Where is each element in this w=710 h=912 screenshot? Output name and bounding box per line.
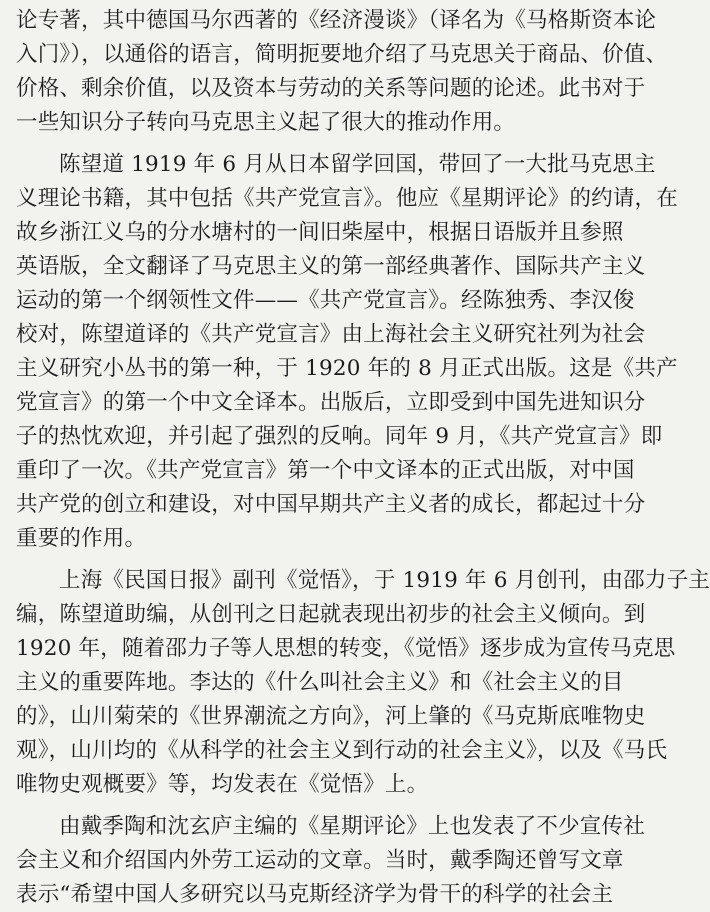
text-line: 论专著，其中德国马尔西著的《经济漫谈》（译名为《马格斯资本论: [16, 8, 657, 33]
text-line: 共产党的创立和建设，对中国早期共产主义者的成长，都起过十分: [16, 492, 646, 517]
text-line: 陈望道 1919 年 6 月从日本留学回国，带回了一大批马克思主: [59, 152, 656, 177]
text-line: 重要的作用。: [16, 526, 147, 551]
text-line: 的》，山川菊荣的《世界潮流之方向》，河上肇的《马克斯底唯物史: [16, 704, 646, 729]
text-line: 运动的第一个纲领性文件——《共产党宣言》。经陈独秀、李汉俊: [16, 288, 635, 313]
text-line: 英语版，全文翻译了马克思主义的第一部经典著作、国际共产主义: [16, 254, 646, 279]
text-line: 主义研究小丛书的第一种，于 1920 年的 8 月正式出版。这是《共产: [16, 356, 678, 381]
text-line: 唯物史观概要》等，均发表在《觉悟》上。: [16, 772, 429, 797]
text-line: 一些知识分子转向马克思主义起了很大的推动作用。: [16, 110, 516, 135]
text-line: 1920 年，随着邵力子等人思想的转变，《觉悟》逐步成为宣传马克思: [16, 636, 676, 661]
text-line: 入门》），以通俗的语言，简明扼要地介绍了马克思关于商品、价值、: [16, 42, 668, 67]
text-line: 党宣言》的第一个中文全译本。出版后，立即受到中国先进知识分: [16, 390, 646, 415]
paragraph-4: [16, 810, 645, 912]
text-line: 由戴季陶和沈玄庐主编的《星期评论》上也发表了不少宣传社: [59, 814, 645, 839]
text-line: 故乡浙江义乌的分水塘村的一间旧柴屋中，根据日语版并且参照: [16, 220, 624, 245]
text-line: 主义的重要阵地。李达的《什么叫社会主义》和《社会主义的目: [16, 670, 624, 695]
text-line: 校对，陈望道译的《共产党宣言》由上海社会主义研究社列为社会: [16, 322, 646, 347]
text-line: 编，陈望道助编，从创刊之日起就表现出初步的社会主义倾向。到: [16, 602, 646, 627]
text-line: 会主义和介绍国内外劳工运动的文章。当时，戴季陶还曾写文章: [16, 848, 624, 873]
text-line: 子的热忱欢迎，并引起了强烈的反响。同年 9 月，《共产党宣言》即: [16, 424, 663, 449]
paragraph-3: [16, 564, 710, 802]
paragraph-1: [16, 4, 668, 140]
text-line: 重印了一次。《共产党宣言》第一个中文译本的正式出版，对中国: [16, 458, 635, 483]
text-line: 表示“希望中国人多研究以马克斯经济学为骨干的科学的社会主: [16, 882, 614, 907]
text-line: 价格、剩余价值，以及资本与劳动的关系等问题的论述。此书对于: [16, 76, 646, 101]
text-line: 观》，山川均的《从科学的社会主义到行动的社会主义》，以及《马氏: [16, 738, 668, 763]
text-line: 义理论书籍，其中包括《共产党宣言》。他应《星期评论》的约请，在: [16, 186, 678, 211]
paragraph-2: [16, 148, 678, 556]
text-line: 上海《民国日报》副刊《觉悟》，于 1919 年 6 月创刊，由邵力子主: [59, 568, 710, 593]
